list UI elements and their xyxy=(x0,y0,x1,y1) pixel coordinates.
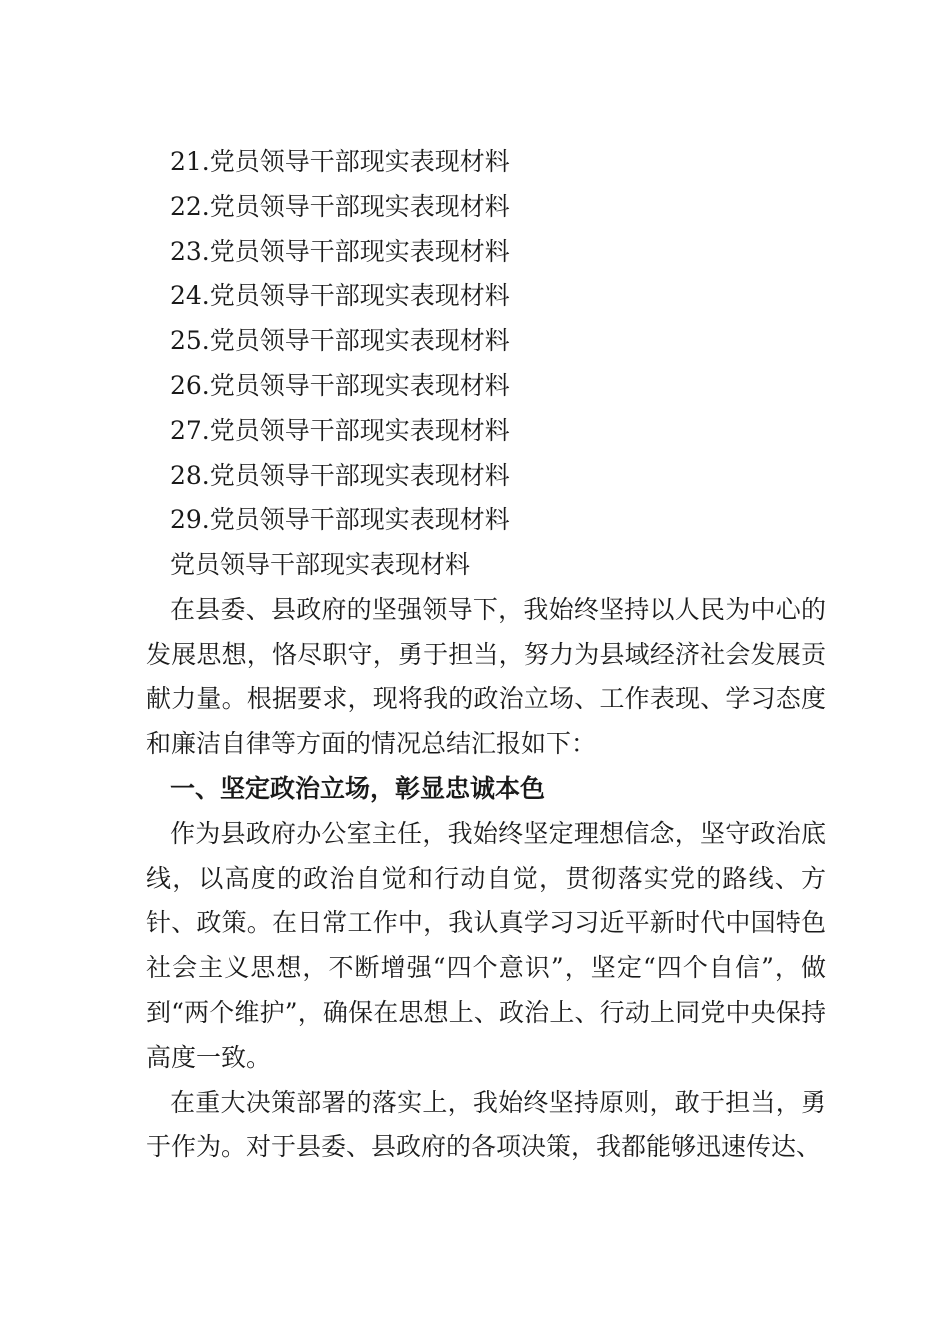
section-heading: 一、坚定政治立场，彰显忠诚本色 xyxy=(170,773,546,803)
document-body xyxy=(146,543,826,1170)
toc-item[interactable]: 28.党员领导干部现实表现材料 xyxy=(170,460,510,490)
intro-paragraph: 在县委、县政府的坚强领导下，我始终坚持以人民为中心的发展思想，恪尽职守，勇于担当，努力为县域经济社会发展贡献力量。根据要求，现将我的政治立场、工作表现、学习态度和廉洁自律等方面的情况总结汇报如下： xyxy=(146,594,826,759)
body-paragraph: 在重大决策部署的落实上，我始终坚持原则，敢于担当，勇于作为。对于县委、县政府的各项决策，我都能够迅速传达、 xyxy=(146,1087,826,1162)
toc-item[interactable]: 24.党员领导干部现实表现材料 xyxy=(170,281,510,311)
body-paragraph: 作为县政府办公室主任，我始终坚定理想信念，坚守政治底线，以高度的政治自觉和行动自觉，贯彻落实党的路线、方针、政策。在日常工作中，我认真学习习近平新时代中国特色社会主义思想，不断增强“四个意识”，坚定“四个自信”，做到“两个维护”，确保在思想上、政治上、行动上同党中央保持高度一致。 xyxy=(146,818,826,1072)
toc-item[interactable]: 22.党员领导干部现实表现材料 xyxy=(170,191,510,221)
toc-item[interactable]: 25.党员领导干部现实表现材料 xyxy=(170,326,510,356)
toc-item[interactable]: 23.党员领导干部现实表现材料 xyxy=(170,236,510,266)
document-title: 党员领导干部现实表现材料 xyxy=(170,550,471,579)
toc-item[interactable]: 29.党员领导干部现实表现材料 xyxy=(170,505,510,535)
table-of-contents xyxy=(170,140,510,543)
toc-item[interactable]: 27.党员领导干部现实表现材料 xyxy=(170,415,510,445)
toc-item[interactable]: 21.党员领导干部现实表现材料 xyxy=(170,147,510,176)
toc-item[interactable]: 26.党员领导干部现实表现材料 xyxy=(170,370,510,400)
